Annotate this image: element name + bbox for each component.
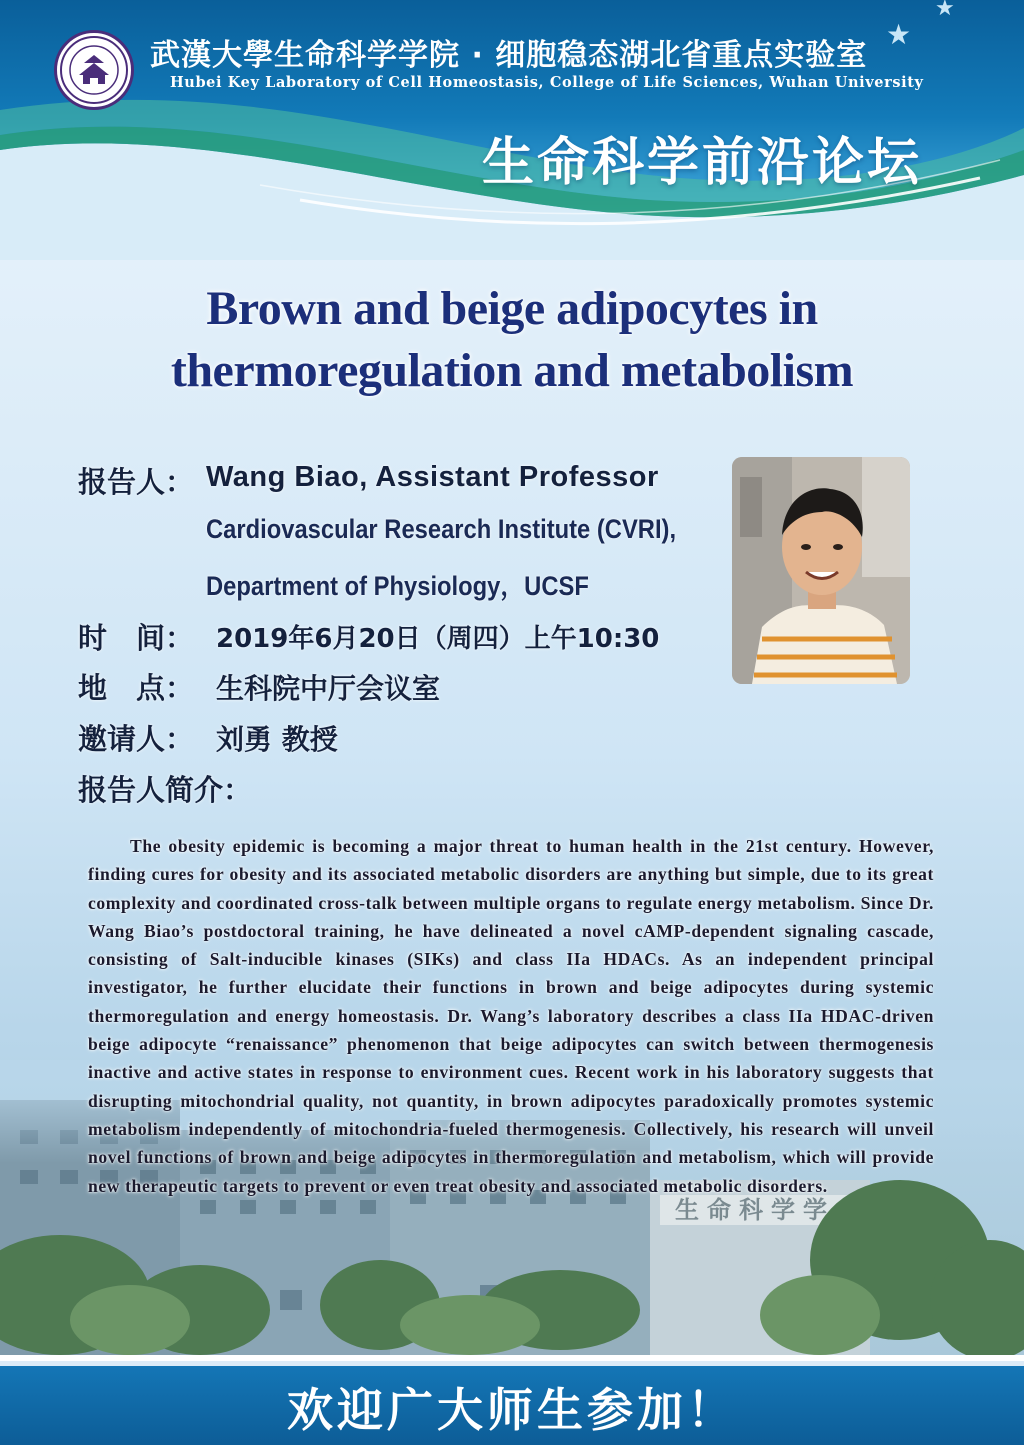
- speaker-photo: [732, 457, 910, 684]
- speaker-name: Wang Biao, Assistant Professor: [206, 461, 659, 493]
- speaker-label: 报告人：: [78, 465, 195, 499]
- time-label: 时 间：: [78, 621, 195, 655]
- place-label: 地 点：: [78, 671, 195, 705]
- footer-divider: [0, 1355, 1024, 1361]
- institution-name-cn: 武漢大學生命科学学院 · 细胞稳态湖北省重点实验室: [150, 38, 868, 73]
- affiliation-line2: Department of Physiology，UCSF: [206, 571, 589, 601]
- talk-title: [60, 278, 964, 402]
- host-value: 刘勇 教授: [216, 723, 338, 756]
- star-icon: ★: [935, 0, 955, 21]
- speaker-bio: The obesity epidemic is becoming a major threat to human health in the 21st century. However, finding cures for obesity and its associated metabolic disorders are anything but simple, due to its great complexity and coordinated cross-talk between multiple organs to regulate energy metabolism. Since Dr. Wang Biao’s postdoctoral training, he have delineated a novel cAMP-dependent signaling cascade, consisting of Salt-inducible kinases (SIKs) and class IIa HDACs. As an independent principal investigator, he further elucidate their functions in brown and beige adipocytes during systemic thermoregulation and energy homeostasis. Dr. Wang’s laboratory describes a class IIa HDAC-driven beige adipocyte “renaissance” phenomenon that beige adipocytes can switch between thermogenesis inactive and active states in response to environment cues. Recent work in his laboratory suggests that disrupting mitochondrial quality, not quantity, in brown adipocytes paradoxically promotes systemic metabolism independently of mitochondria-fueled thermogenesis. Collectively, his research will unveil novel functions of brown and beige adipocytes in thermoregulation and metabolism, which will provide new therapeutic targets to prevent or even treat obesity and associated metabolic disorders.: [88, 836, 934, 1196]
- bio-label: 报告人简介：: [78, 773, 253, 807]
- header-banner: [0, 0, 1024, 260]
- host-label: 邀请人：: [78, 722, 195, 756]
- campus-sign-text: 生命科学学: [675, 1196, 835, 1224]
- affiliation-line1: Cardiovascular Research Institute (CVRI),: [206, 514, 677, 544]
- time-value: 2019年6月20日（周四）上午10:30: [216, 624, 660, 654]
- star-icon: ★: [886, 18, 912, 51]
- talk-title-line1: Brown and beige adipocytes in: [206, 282, 818, 335]
- talk-title-line2: thermoregulation and metabolism: [170, 344, 854, 397]
- wuhan-university-emblem-icon: [54, 30, 134, 110]
- place-value: 生科院中厅会议室: [216, 672, 441, 705]
- welcome-message: 欢迎广大师生参加！: [287, 1383, 737, 1437]
- institution-name-en: Hubei Key Laboratory of Cell Homeostasis, College of Life Sciences, Wuhan University: [170, 74, 924, 91]
- forum-title: 生命科学前沿论坛: [481, 133, 922, 193]
